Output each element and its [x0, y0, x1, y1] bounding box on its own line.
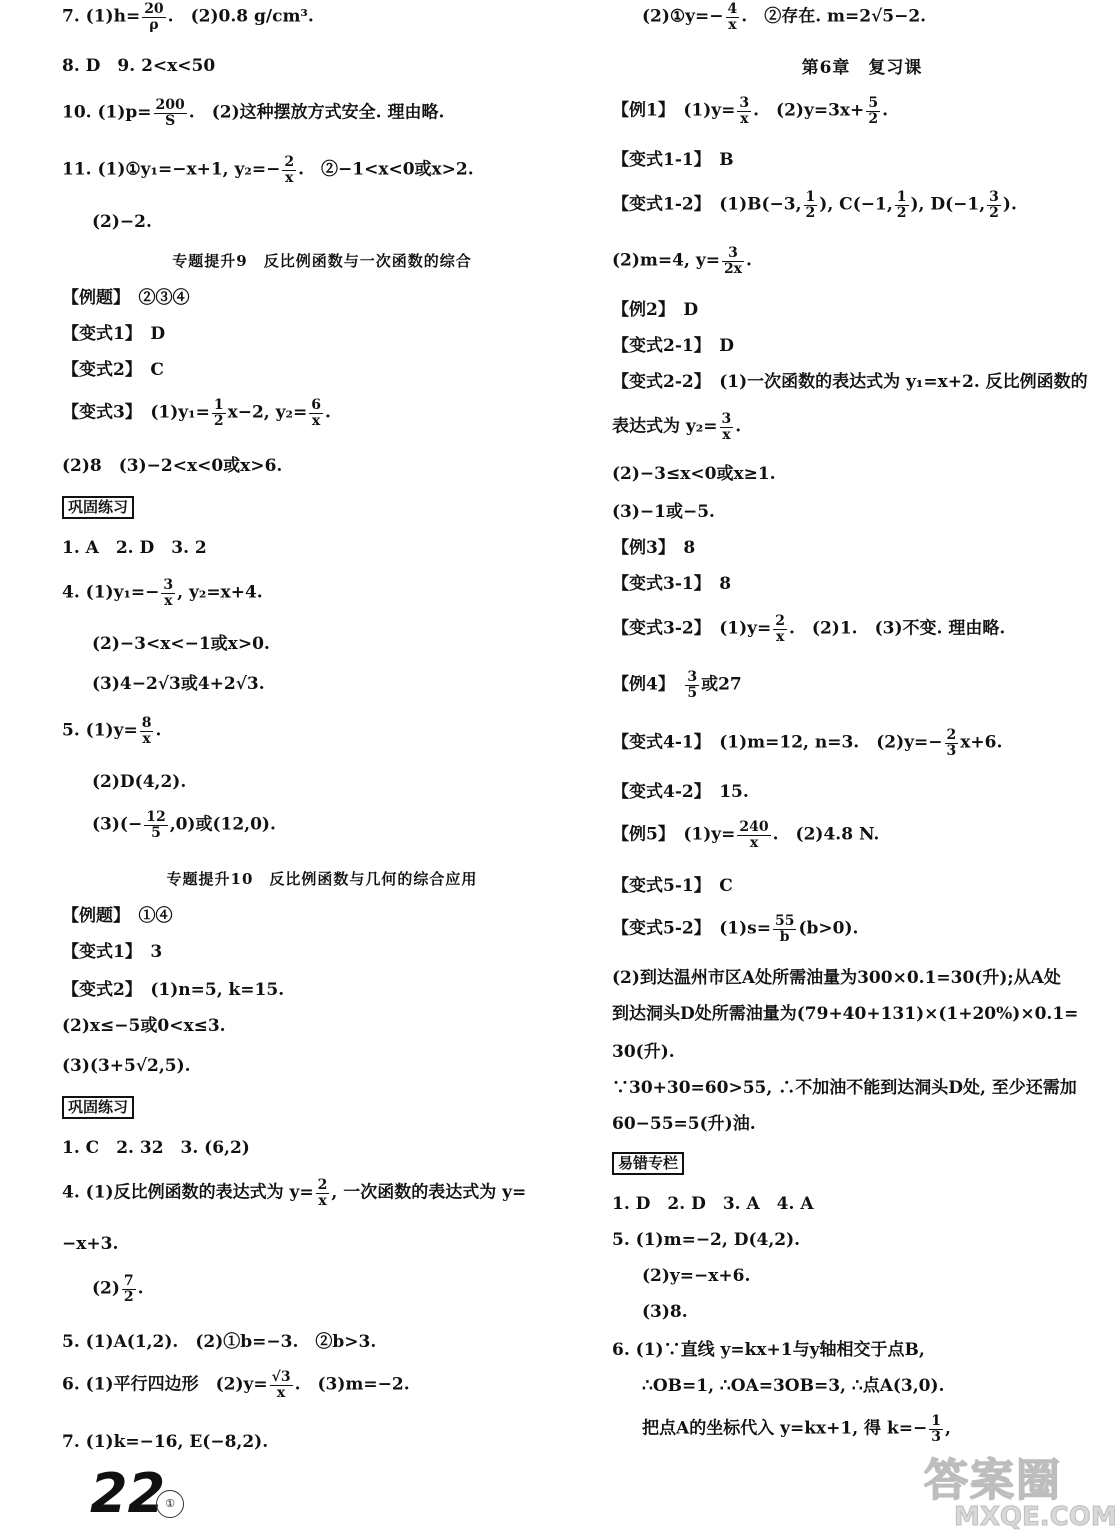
answer-line: 5. (1)A(1,2). (2)①b=−3. ②b>3. — [62, 1332, 377, 1352]
answer-line: (2)−3≤x<0或x≥1. — [612, 464, 776, 484]
answer-line: (3)8. — [642, 1302, 688, 1322]
answer-line: 【变式5-2】 (1)s= $\frac{55}{b}$ (b>0). — [612, 913, 859, 945]
answer-line: 【变式4-2】 15. — [612, 782, 749, 802]
answer-line: 到达洞头D处所需油量为(79+40+131)×(1+20%)×0.1= — [612, 1004, 1079, 1024]
answer-line: 11. (1)①y₁=−x+1, y₂=− $\frac{2}{x}$ . ②−1<x<0或x>2. — [62, 154, 474, 186]
answer-line: (2)①y=− $\frac{4}{x}$ . ②存在. m=2√5−2. — [642, 1, 927, 33]
answer-line: 4. (1)y₁=− $\frac{3}{x}$ , y₂=x+4. — [62, 577, 263, 609]
answer-line: 【变式1】 D — [62, 324, 166, 344]
answer-line: 【例题】 ②③④ — [62, 288, 190, 308]
answer-line: 【变式1】 3 — [62, 942, 163, 962]
answer-line: 6. (1)∵直线 y=kx+1与y轴相交于点B, — [612, 1340, 925, 1360]
watermark-text: 答案圈 — [924, 1455, 1062, 1506]
answer-line: 7. (1)h= $\frac{20}{\rho}$ . (2)0.8 g/cm³. — [62, 1, 314, 33]
answer-line: (2)D(4,2). — [92, 772, 187, 792]
answer-line: 30(升). — [612, 1042, 675, 1062]
answer-line: 1. D 2. D 3. A 4. A — [612, 1194, 814, 1214]
answer-line: 【变式3】 (1)y₁= $\frac{1}{2}$ x−2, y₂= $\frac{6}{x}$ . — [62, 397, 331, 429]
answer-line: 【例3】 8 — [612, 538, 696, 558]
section-heading: 专题提升9 反比例函数与一次函数的综合 — [172, 252, 472, 270]
answer-line: (2)y=−x+6. — [642, 1266, 751, 1286]
answer-line: (2)m=4, y= $\frac{3}{2x}$ . — [612, 245, 752, 277]
section-heading: 专题提升10 反比例函数与几何的综合应用 — [166, 870, 478, 888]
answer-line: (3)(− $\frac{12}{5}$ ,0)或(12,0). — [92, 809, 276, 841]
answer-line: 4. (1)反比例函数的表达式为 y= $\frac{2}{x}$ , 一次函数的表达式为 y= — [62, 1177, 527, 1209]
answer-line: 60−55=5(升)油. — [612, 1114, 756, 1134]
answer-line: 【变式4-1】 (1)m=12, n=3. (2)y=− $\frac{2}{3}$ x+6. — [612, 727, 1003, 759]
answer-line: (3)−1或−5. — [612, 502, 715, 522]
answer-line: 【变式3-1】 8 — [612, 574, 732, 594]
answer-line: 【变式3-2】 (1)y= $\frac{2}{x}$ . (2)1. (3)不变. 理由略. — [612, 613, 1006, 645]
answer-line: (2)x≤−5或0<x≤3. — [62, 1016, 226, 1036]
answer-line: 表达式为 y₂= $\frac{3}{x}$ . — [612, 411, 742, 443]
answer-line: 【变式5-1】 C — [612, 876, 733, 896]
page-number: 22 — [90, 1462, 166, 1525]
answer-line: 【例题】 ①④ — [62, 906, 173, 926]
answer-line: 【变式2】 (1)n=5, k=15. — [62, 980, 285, 1000]
answer-line: ∵30+30=60>55, ∴不加油不能到达洞头D处, 至少还需加 — [612, 1078, 1077, 1098]
answer-line: 【变式2】 C — [62, 360, 164, 380]
answer-line: 1. C 2. 32 3. (6,2) — [62, 1138, 250, 1158]
answer-line: 【例1】 (1)y= $\frac{3}{x}$ . (2)y=3x+ $\frac{5}{2}$ . — [612, 95, 888, 127]
answer-line: (2)到达温州市区A处所需油量为300×0.1=30(升);从A处 — [612, 968, 1061, 988]
answer-line: 6. (1)平行四边形 (2)y= $\frac{√3}{x}$ . (3)m=−2. — [62, 1369, 410, 1401]
answer-line: 【例4】 $\frac{3}{5}$ 或27 — [612, 669, 742, 701]
answer-line: (2)8 (3)−2<x<0或x>6. — [62, 456, 283, 476]
answer-line: (2)−2. — [92, 212, 152, 232]
answer-line: 【例5】 (1)y= $\frac{240}{x}$ . (2)4.8 N. — [612, 819, 880, 851]
answer-line: (2)−3<x<−1或x>0. — [92, 634, 270, 654]
section-box-label: 易错专栏 — [612, 1152, 684, 1175]
answer-line: (2) $\frac{7}{2}$ . — [92, 1273, 144, 1305]
answer-line: 8. D 9. 2<x<50 — [62, 56, 216, 76]
answer-line: (3)4−2√3或4+2√3. — [92, 674, 265, 694]
answer-line: 7. (1)k=−16, E(−8,2). — [62, 1432, 269, 1452]
section-box-label: 巩固练习 — [62, 496, 134, 519]
answer-line: 【例2】 D — [612, 300, 699, 320]
answer-line: 【变式1-2】 (1)B(−3, $\frac{1}{2}$ ), C(−1, $\frac{1}{2}$ ), D(−1, $\frac{3}{2}$ ). — [612, 189, 1017, 221]
section-box-label: 巩固练习 — [62, 1096, 134, 1119]
answer-line: 【变式1-1】 B — [612, 150, 734, 170]
chapter-heading: 第6章 复习课 — [801, 58, 923, 78]
watermark-logo — [912, 1444, 1117, 1534]
answer-line: 5. (1)y= $\frac{8}{x}$ . — [62, 715, 162, 747]
answer-line: 【变式2-2】 (1)一次函数的表达式为 y₁=x+2. 反比例函数的 — [612, 372, 1088, 392]
answer-line: (3)(3+5√2,5). — [62, 1056, 191, 1076]
answer-line: ∴OB=1, ∴OA=3OB=3, ∴点A(3,0). — [642, 1376, 945, 1396]
answer-line: 5. (1)m=−2, D(4,2). — [612, 1230, 801, 1250]
answer-line: −x+3. — [62, 1234, 119, 1254]
answer-line: 【变式2-1】 D — [612, 336, 734, 356]
watermark-url: MXQE.COM — [954, 1502, 1117, 1532]
page-number-badge: ① — [156, 1490, 184, 1518]
answer-line: 1. A 2. D 3. 2 — [62, 538, 207, 558]
answer-line: 10. (1)p= $\frac{200}{S}$ . (2)这种摆放方式安全. 理由略. — [62, 97, 445, 129]
answer-line: 把点A的坐标代入 y=kx+1, 得 k=− $\frac{1}{3}$ , — [642, 1413, 951, 1445]
